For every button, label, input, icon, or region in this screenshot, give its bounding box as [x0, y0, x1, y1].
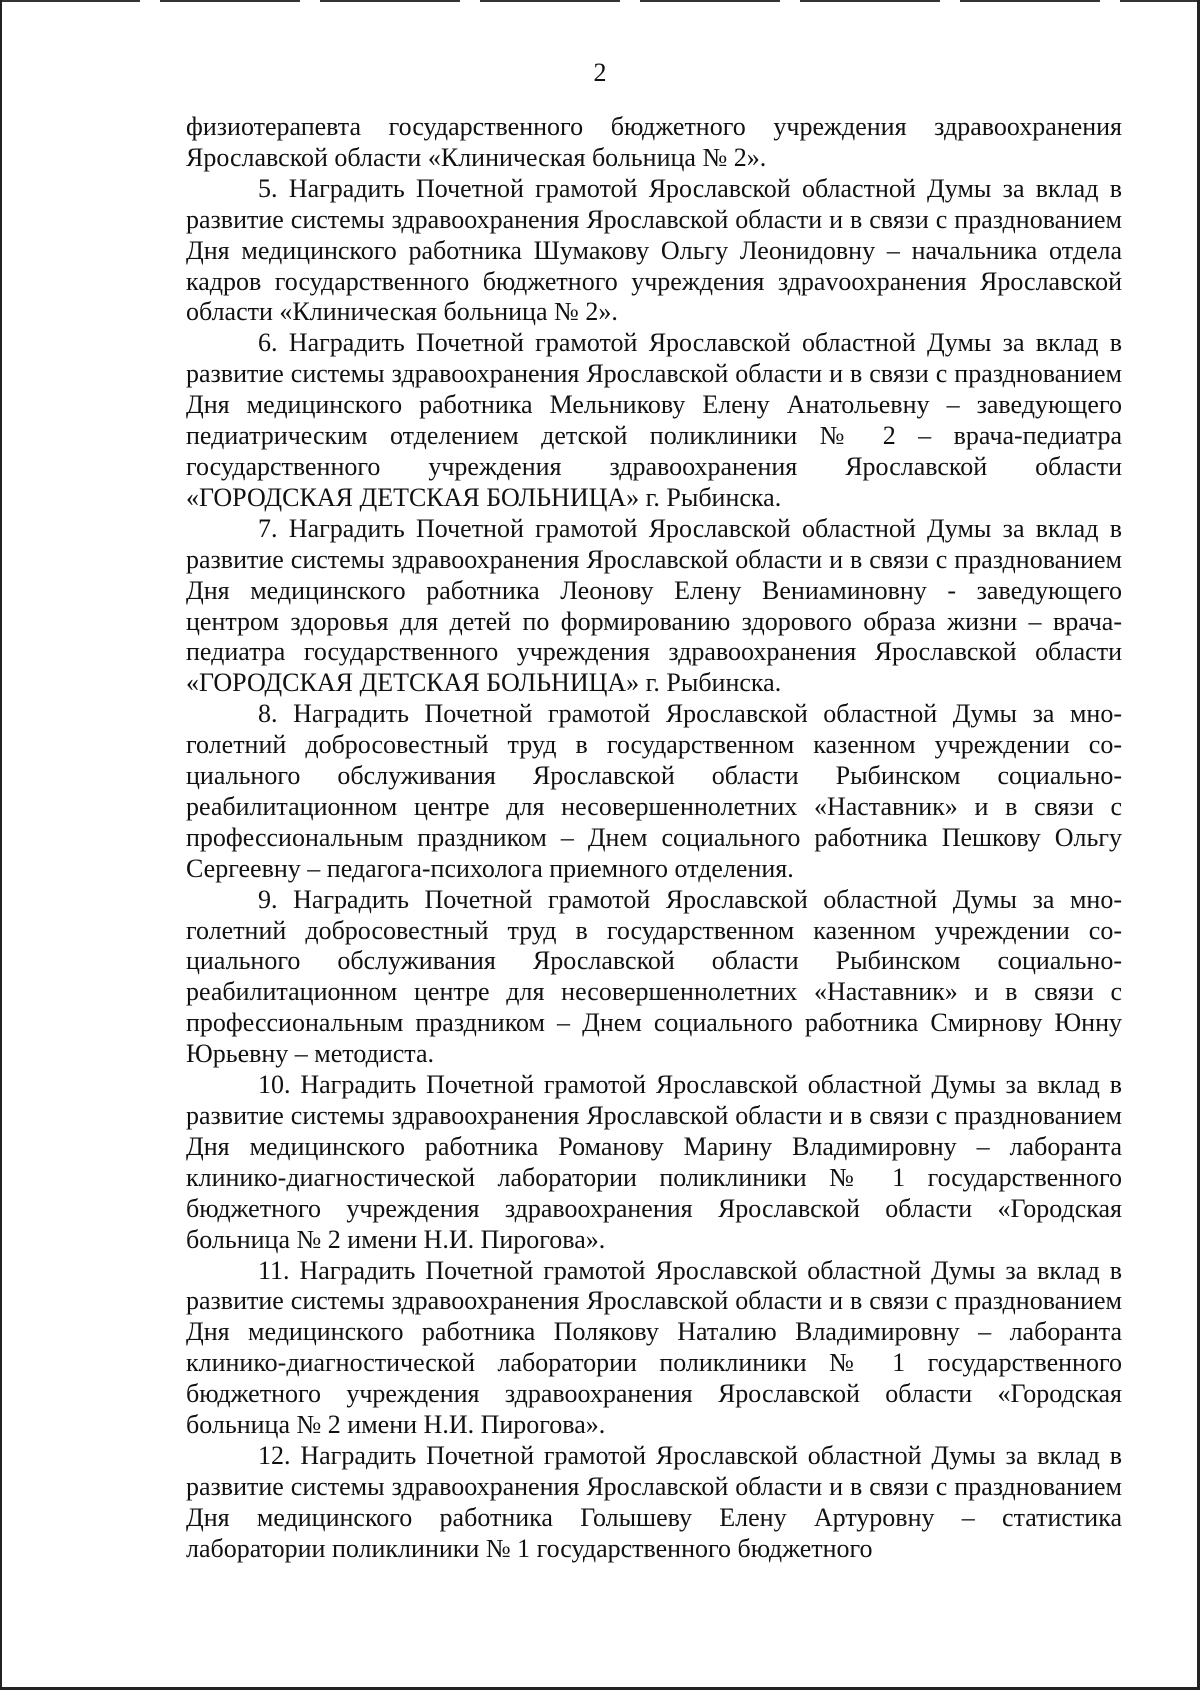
document-body [186, 112, 1122, 1565]
paragraph-continuation: физиотерапевта государственного бюджетного учреждения здравоохранения Ярославской области «Клиническая больница № 2». [186, 112, 1122, 172]
page-number: 2 [593, 58, 607, 87]
scan-edge-top [0, 0, 1200, 2]
paragraph-item-5: 5. Наградить Почетной грамотой Ярославской областной Думы за вклад в развитие системы здравоохранения Ярославской области и в связи с празднованием Дня медицинского работника Шумакову Ольгу Леонидовну – начальника отдела кадров государственного бюджетного учреждения здраvоохранения Ярославской области «Клиническая больница № 2». [186, 173, 1122, 327]
paragraph-item-10: 10. Наградить Почетной грамотой Ярославской областной Думы за вклад в развитие системы здравоохранения Ярославской области и в связи с празднованием Дня медицинского работника Романову Марину Владимировну – лаборанта клинико-диагностической лаборатории поликлиники № 1 государственного бюджетного учреждения здравоохранения Ярославской области «Городская больница № 2 имени Н.И. Пирогова». [186, 1070, 1122, 1254]
scan-edge-left [0, 0, 2, 1690]
paragraph-item-12: 12. Наградить Почетной грамотой Ярославской областной Думы за вклад в развитие системы здравоохранения Ярославской области и в связи с празднованием Дня медицинского работника Голышеву Елену Артуровну – статистика лаборатории поликлиники № 1 государственного бюджетного [186, 1440, 1122, 1563]
paragraph-item-11: 11. Наградить Почетной грамотой Ярославской областной Думы за вклад в развитие системы здравоохранения Ярославской области и в связи с празднованием Дня медицинского работника Полякову Наталию Владимировну – лаборанта клинико-диагностической лаборатории поликлиники № 1 государственного бюджетного учреждения здравоохранения Ярославской области «Городская больница № 2 имени Н.И. Пирогова». [186, 1255, 1122, 1440]
paragraph-item-6: 6. Наградить Почетной грамотой Ярославской областной Думы за вклад в развитие системы здравоохранения Ярославской области и в связи с празднованием Дня медицинского работника Мельникову Елену Анатольевну – заведующего педиатрическим отделением детской поликлиники № 2 – врача-педиатра государственного учреждения здравоохранения Ярославской области «ГОРОДСКАЯ ДЕТСКАЯ БОЛЬНИЦА» г. Рыбинска. [186, 328, 1122, 512]
paragraph-item-7: 7. Наградить Почетной грамотой Ярославской областной Думы за вклад в развитие системы здравоохранения Ярославской области и в связи с празднованием Дня медицинского работника Леонову Елену Вениаминовну - заведующего центром здоровья для детей по формированию здорового образа жизни – врача-педиатра государственного учреждения здравоохранения Ярославской области «ГОРОДСКАЯ ДЕТСКАЯ БОЛЬНИЦА» г. Рыбинска. [186, 513, 1122, 698]
paragraph-item-8: 8. Наградить Почетной грамотой Ярославской областной Думы за многолетний добросовестный труд в государственном казенном учреждении социального обслуживания Ярославской области Рыбинском социально-реабилитационном центре для несовершеннолетних «Наставник» и в связи с профессиональным праздником – Днем социального работника Пешкову Ольгу Сергеевну – педагога-психолога приемного отделения. [186, 699, 1122, 883]
paragraph-item-9: 9. Наградить Почетной грамотой Ярославской областной Думы за многолетний добросовестный труд в государственном казенном учреждении социального обслуживания Ярославской области Рыбинском социально-реабилитационном центре для несовершеннолетних «Наставник» и в связи с профессиональным праздником – Днем социального работника Смирнову Юнну Юрьевну – методиста. [186, 884, 1122, 1069]
